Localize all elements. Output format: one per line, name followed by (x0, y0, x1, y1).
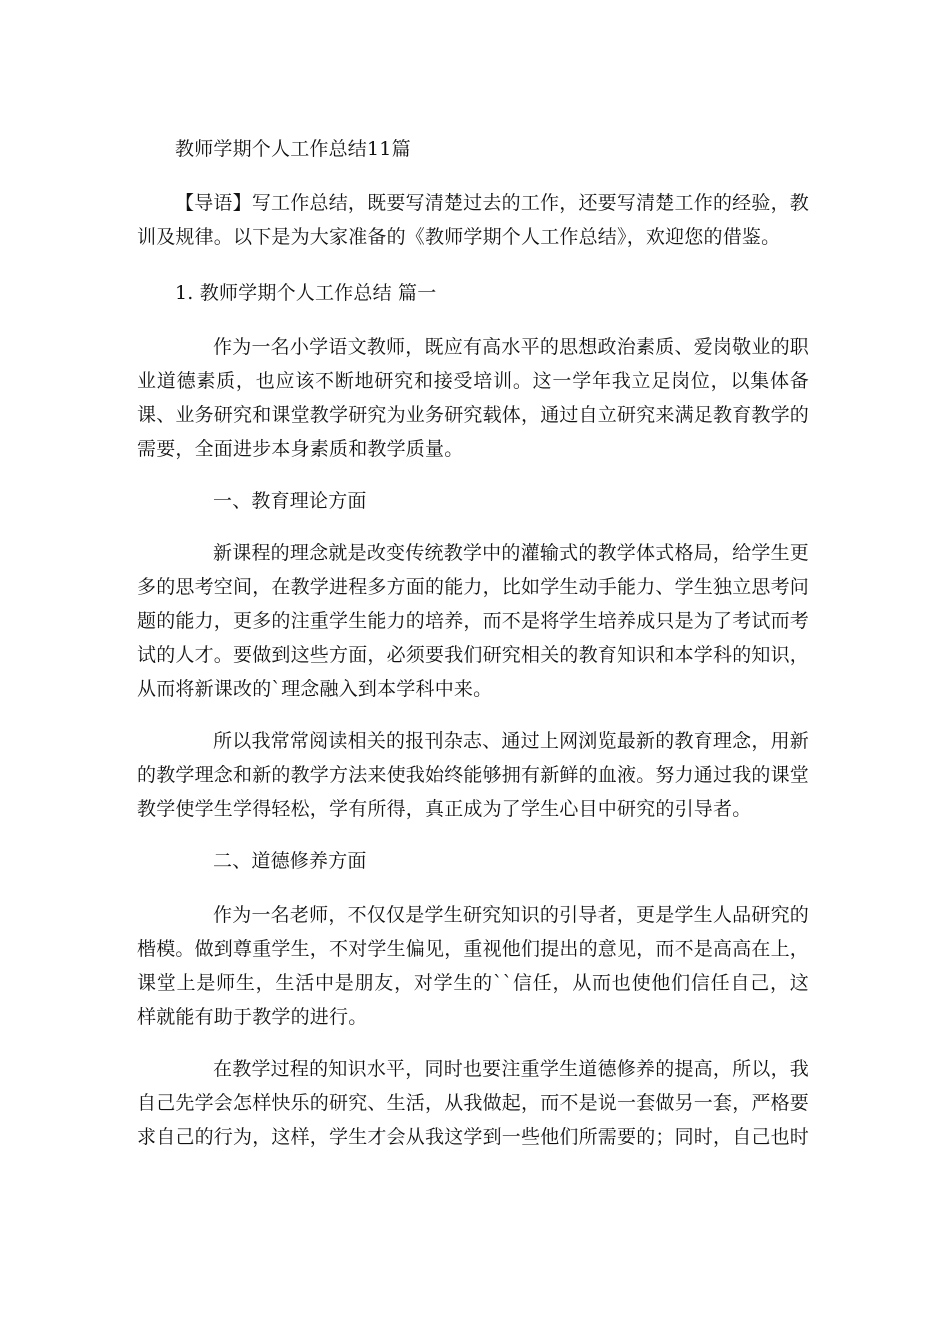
section-heading-1: 一、教育理论方面 (213, 490, 367, 512)
body-paragraph-2: 新课程的理念就是改变传统教学中的灌输式的教学体式格局，给学生更多的思考空间，在教学进程多方面的能力，比如学生动手能力、学生独立思考问题的能力，更多的注重学生能力的培养，而不是将学生培养成只是为了考试而考试的人才。要做到这些方面，必须要我们研究相关的教育知识和本学科的知识，从而将新课改的`理念融入到本学科中来。 (137, 542, 810, 700)
body-paragraph-5: 在教学过程的知识水平，同时也要注重学生道德修养的提高，所以，我自己先学会怎样快乐的研究、生活，从我做起，而不是说一套做另一套，严格要求自己的行为，这样，学生才会从我这学到一些他们所需要的；同时，自己也时 (137, 1058, 810, 1148)
section-title: 1. 教师学期个人工作总结 篇一 (175, 282, 437, 304)
body-paragraph-4: 作为一名老师，不仅仅是学生研究知识的引导者，更是学生人品研究的楷模。做到尊重学生，不对学生偏见，重视他们提出的意见，而不是高高在上，课堂上是师生，生活中是朋友，对学生的``信任，从而也使他们信任自己，这样就能有助于教学的进行。 (137, 904, 810, 1028)
intro-paragraph: 【导语】写工作总结，既要写清楚过去的工作，还要写清楚工作的经验，教训及规律。以下是为大家准备的《教师学期个人工作总结》，欢迎您的借鉴。 (137, 192, 809, 248)
body-paragraph-3: 所以我常常阅读相关的报刊杂志、通过上网浏览最新的教育理念，用新的教学理念和新的教学方法来使我始终能够拥有新鲜的血液。努力通过我的课堂教学使学生学得轻松，学有所得，真正成为了学生心目中研究的引导者。 (137, 730, 810, 820)
document-title: 教师学期个人工作总结11篇 (175, 138, 411, 160)
body-paragraph-1: 作为一名小学语文教师，既应有高水平的思想政治素质、爱岗敬业的职业道德素质，也应该不断地研究和接受培训。这一学年我立足岗位，以集体备课、业务研究和课堂教学研究为业务研究载体，通过自立研究来满足教育教学的需要，全面进步本身素质和教学质量。 (137, 336, 810, 460)
section-heading-2: 二、道德修养方面 (213, 850, 367, 872)
